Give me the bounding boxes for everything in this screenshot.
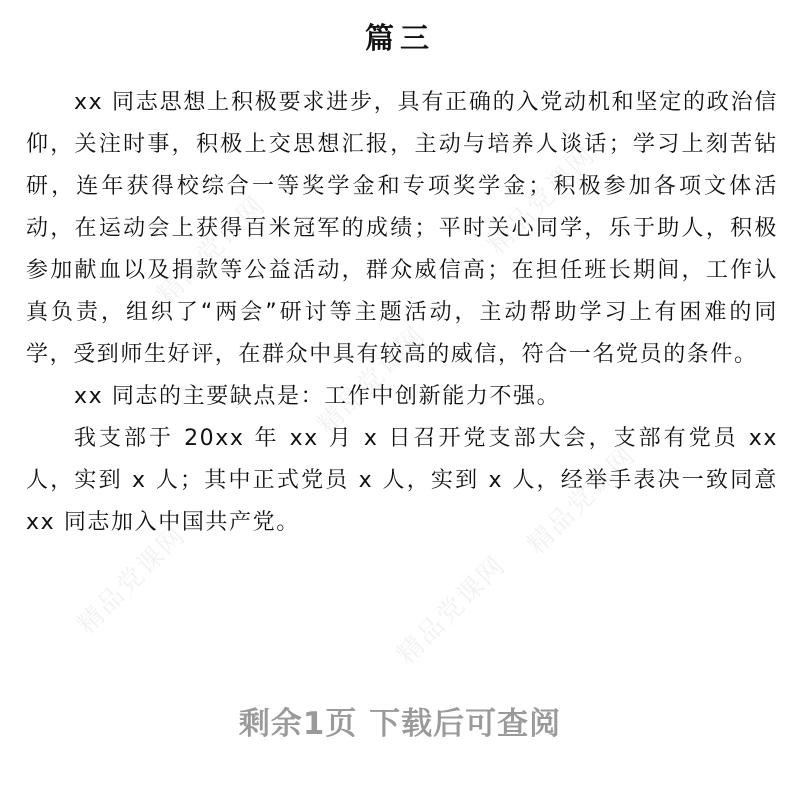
- watermark-text: 精品党课网: [521, 440, 642, 561]
- document-body: [26, 82, 778, 544]
- watermark-text: 精品党课网: [481, 140, 602, 261]
- watermark-text: 精品党课网: [151, 190, 272, 311]
- paragraph-shortcomings: xx 同志的主要缺点是：工作中创新能力不强。: [74, 384, 561, 409]
- paragraph-branch-meeting-resolution: 我支部于 20xx 年 xx 月 x 日召开党支部大会，支部有党员 xx 人，实到 x 人；其中正式党员 x 人，实到 x 人，经举手表决一致同意 xx 同志加入中国共产党。: [26, 426, 778, 535]
- paragraph-candidate-evaluation: xx 同志思想上积极要求进步，具有正确的入党动机和坚定的政治信仰，关注时事，积极上交思想汇报，主动与培养人谈话；学习上刻苦钻研，连年获得校综合一等奖学金和专项奖学金；积极参加各项文体活动，在运动会上获得百米冠军的成绩；平时关心同学，乐于助人，积极参加献血以及捐款等公益活动，群众威信高；在担任班长期间，工作认真负责，组织了“两会”研讨等主题活动，主动帮助学习上有困难的同学，受到师生好评，在群众中具有较高的威信，符合一名党员的条件。: [26, 90, 778, 367]
- watermark-text: 精品党课网: [71, 520, 192, 641]
- document-title: 篇三: [364, 21, 435, 55]
- watermark-text: 精品党课网: [391, 550, 512, 671]
- watermark-text: 精品党课网: [311, 320, 432, 441]
- remaining-pages-notice[interactable]: 剩余1页 下载后可查阅: [238, 706, 562, 742]
